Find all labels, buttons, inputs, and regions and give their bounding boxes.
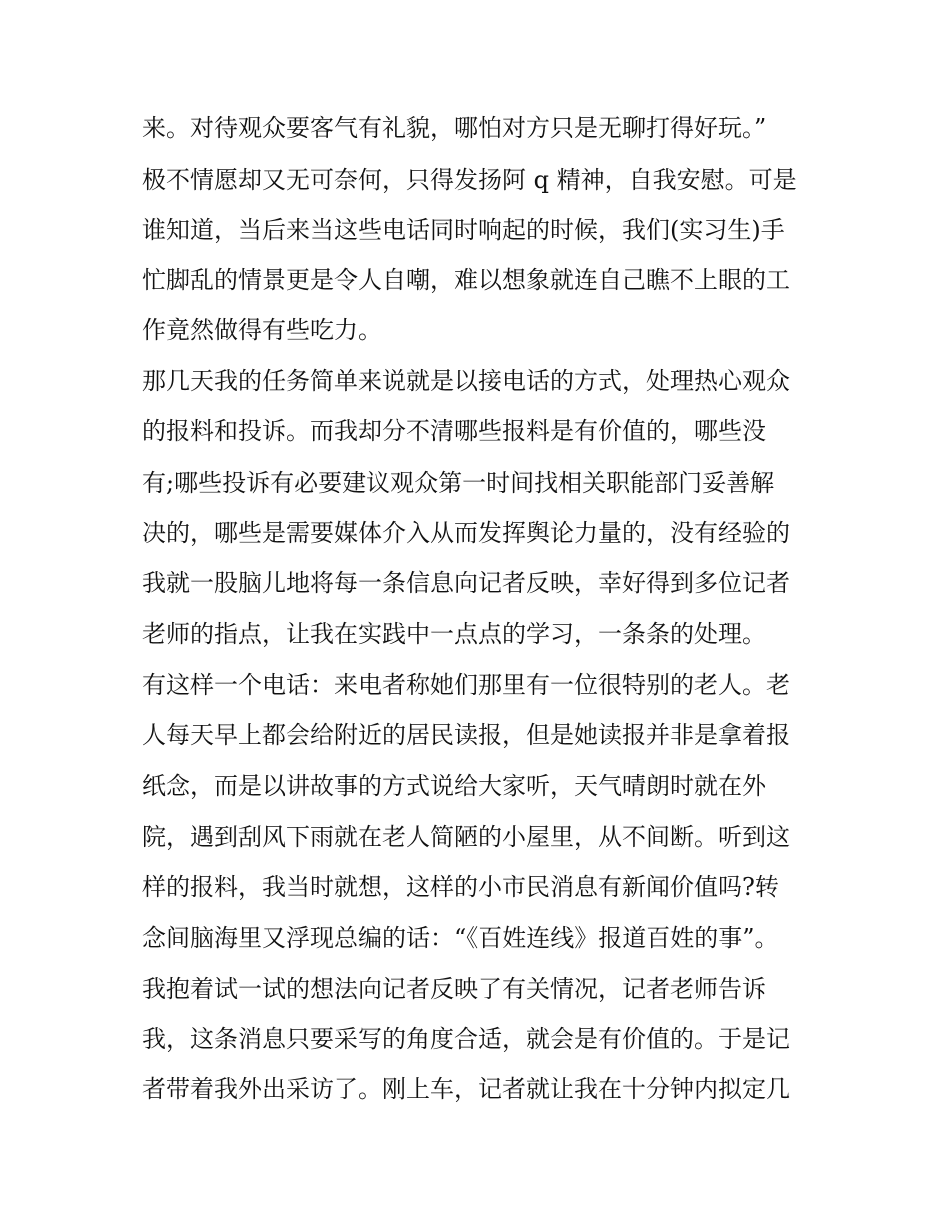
text-line: 我，这条消息只要采写的角度合适，就会是有价值的。于是记 [142,1025,790,1053]
text-line: 人每天早上都会给附近的居民读报，但是她读报并非是拿着报 [142,721,790,749]
text-line: 者带着我外出采访了。刚上车，记者就让我在十分钟内拟定几 [142,1075,790,1103]
text-line: 作竟然做得有些吃力。 [142,316,382,344]
text-line: 那几天我的任务简单来说就是以接电话的方式，处理热心观众 [142,367,790,395]
text-line: 老师的指点，让我在实践中一点点的学习，一条条的处理。 [142,620,766,648]
text-line: 谁知道，当后来当这些电话同时响起的时候，我们(实习生)手 [142,216,785,244]
text-line: 来。对待观众要客气有礼貌，哪怕对方只是无聊打得好玩。” [142,114,767,142]
text-line: 有这样一个电话：来电者称她们那里有一位很特别的老人。老 [142,671,790,699]
text-line: 样的报料，我当时就想，这样的小市民消息有新闻价值吗?转 [142,873,779,901]
text-line: 忙脚乱的情景更是令人自嘲，难以想象就连自己瞧不上眼的工 [142,266,790,294]
text-line: 决的，哪些是需要媒体介入从而发挥舆论力量的，没有经验的 [142,519,790,547]
text-line: 我就一股脑儿地将每一条信息向记者反映，幸好得到多位记者 [142,569,790,597]
text-line: 纸念，而是以讲故事的方式说给大家听，天气晴朗时就在外 [142,772,766,800]
text-line: 极不情愿却又无可奈何，只得发扬阿 q 精神，自我安慰。可是 [142,166,797,194]
text-line: 有;哪些投诉有必要建议观众第一时间找相关职能部门妥善解 [142,469,775,497]
text-line: 院，遇到刮风下雨就在老人简陋的小屋里，从不间断。听到这 [142,823,790,851]
text-line: 的报料和投诉。而我却分不清哪些报料是有价值的，哪些没 [142,417,766,445]
text-line: 念间脑海里又浮现总编的话：“《百姓连线》报道百姓的事”。 [142,924,779,952]
text-line: 我抱着试一试的想法向记者反映了有关情况，记者老师告诉 [142,975,766,1003]
